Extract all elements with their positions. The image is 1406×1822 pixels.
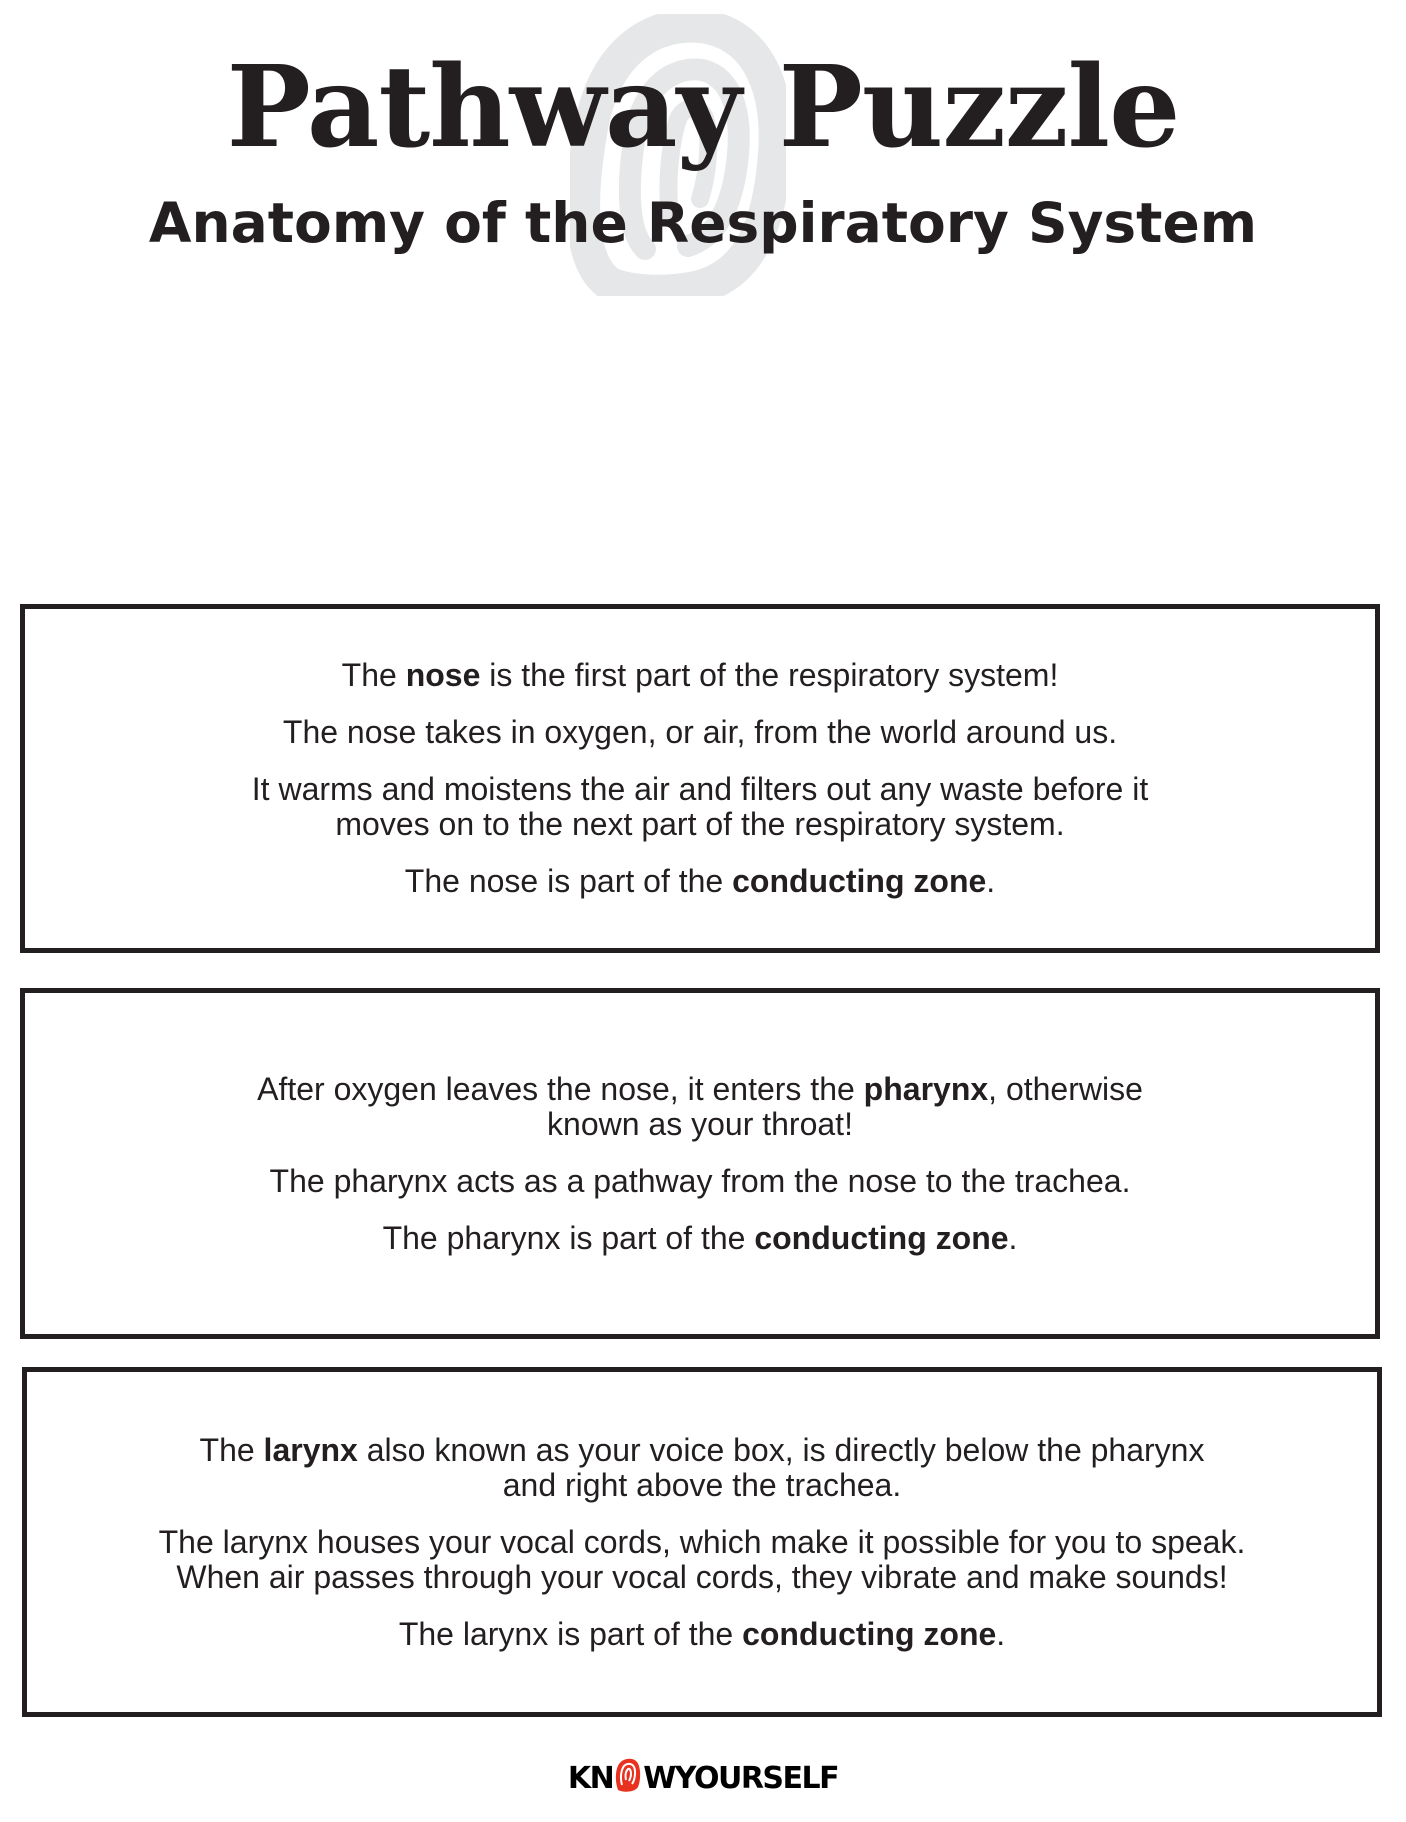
card-paragraph: The larynx is part of the conducting zone.: [398, 1615, 1006, 1652]
info-card-pharynx: [20, 988, 1380, 1339]
card-paragraph: The larynx also known as your voice box, is directly below the pharynx and right above the trachea.: [199, 1431, 1205, 1503]
card-paragraph: The pharynx is part of the conducting zone.: [382, 1219, 1018, 1256]
key-term: conducting zone: [732, 863, 987, 899]
key-term: larynx: [263, 1431, 358, 1468]
logo-text-prefix: KN: [567, 1761, 614, 1796]
card-paragraph: It warms and moistens the air and filters out any waste before it moves on to the next part of the respiratory system.: [251, 771, 1149, 842]
key-term: conducting zone: [754, 1219, 1009, 1256]
page-subtitle: Anatomy of the Respiratory System: [148, 191, 1258, 255]
card-paragraph: After oxygen leaves the nose, it enters the pharynx, otherwise known as your throat!: [257, 1070, 1143, 1142]
card-paragraph: The nose is part of the conducting zone.: [404, 863, 996, 899]
info-card-nose: [20, 604, 1380, 953]
card-paragraph: The larynx houses your vocal cords, which make it possible for you to speak. When air passes through your vocal cords, they vibrate and make sounds!: [158, 1523, 1246, 1595]
know-yourself-logo: [0, 1756, 1406, 1799]
fingerprint-o-icon: [614, 1756, 642, 1794]
card-paragraph: The nose is the first part of the respiratory system!: [341, 657, 1059, 693]
page-title: Pathway Puzzle: [226, 42, 1180, 173]
key-term: pharynx: [863, 1070, 989, 1107]
card-paragraph: The nose takes in oxygen, or air, from the world around us.: [282, 714, 1118, 750]
info-card-larynx: [22, 1367, 1382, 1717]
key-term: conducting zone: [742, 1615, 997, 1652]
card-paragraph: The pharynx acts as a pathway from the nose to the trachea.: [269, 1162, 1131, 1199]
key-term: nose: [405, 657, 481, 693]
logo-text-suffix: WYOURSELF: [643, 1761, 839, 1796]
